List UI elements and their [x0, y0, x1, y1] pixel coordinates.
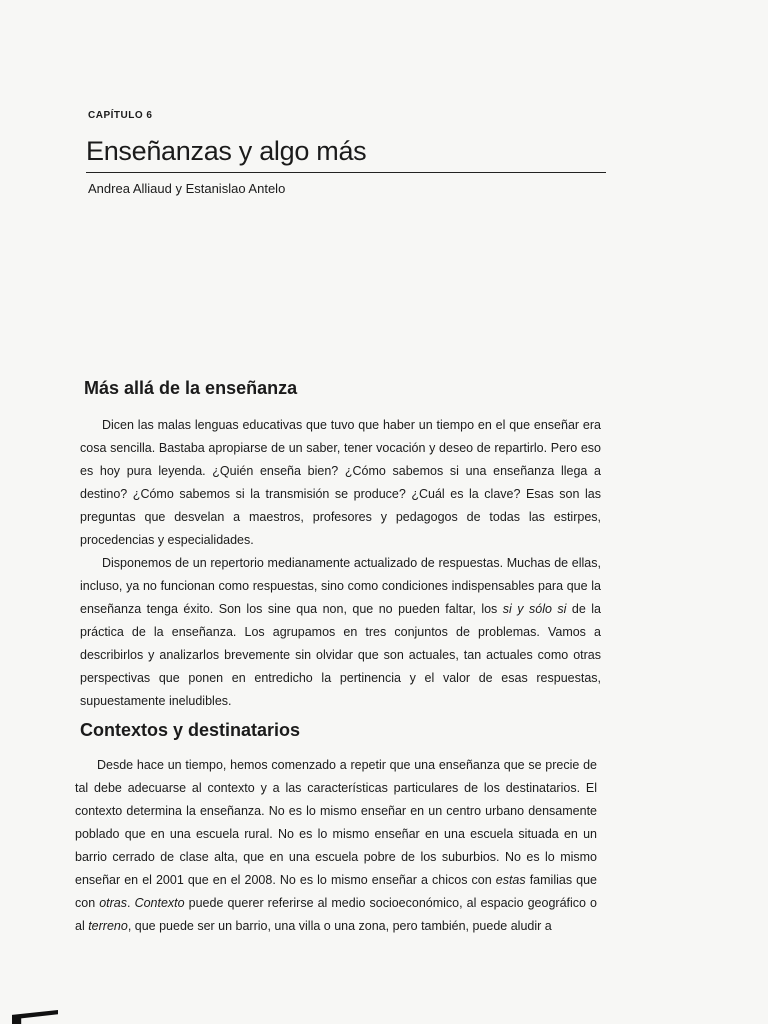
paragraph-text: Disponemos de un repertorio medianamente actualizado de respuestas. Muchas de ellas, incluso, ya no funcionan como respuestas, sino como condiciones indispensables para que la enseñanza tenga éxito. Son los sine qua non, que no pueden faltar, los: [80, 556, 601, 616]
scan-corner-mark: [12, 1010, 58, 1024]
paragraph-text: Dicen las malas lenguas educativas que tuvo que haber un tiempo en el que enseñar era cosa sencilla. Bastaba apropiarse de un saber, tener vocación y deseo de repartirlo. Pero eso es hoy pura leyenda. ¿Quién enseña bien? ¿Cómo sabemos si una enseñanza llega a destino? ¿Cómo sabemos si la transmisión se produce? ¿Cuál es la clave? Esas son las preguntas que desvelan a maestros, profesores y pedagogos de todas las estirpes, procedencias y especialidades.: [80, 418, 601, 547]
paragraph-text: de la práctica de la enseñanza. Los agrupamos en tres conjuntos de problemas. Vamos a describirlos y analizarlos brevemente sin olvidar que son actuales, tan actuales como otras perspectivas que ponen en entredicho la pertinencia y el valor de esas respuestas, supuestamente ineludibles.: [80, 602, 602, 708]
chapter-label: CAPÍTULO 6: [88, 110, 153, 121]
section-heading-mas-alla: Más allá de la enseñanza: [84, 378, 298, 398]
paragraph: [80, 414, 601, 552]
paragraph: [80, 552, 601, 713]
italic-text: Contexto: [134, 896, 185, 910]
paragraph: [75, 754, 597, 938]
chapter-authors: Andrea Alliaud y Estanislao Antelo: [88, 181, 286, 196]
paragraph-text: puede querer referirse al medio socioeconómico, al espacio geográfico o al: [75, 896, 597, 933]
italic-text: terreno: [88, 919, 128, 933]
section-heading-contextos: Contextos y destinatarios: [80, 720, 301, 740]
italic-text: estas: [495, 873, 526, 887]
chapter-title: Enseñanzas y algo más: [86, 136, 367, 166]
paragraph-text: Desde hace un tiempo, hemos comenzado a repetir que una enseñanza que se precie de tal debe adecuarse al contexto y a las características particulares de los destinatarios. El contexto determina la enseñanza. No es lo mismo enseñar en un centro urbano densamente poblado que en una escuela rural. No es lo mismo enseñar en una escuela situada en un barrio cerrado de clase alta, que en una escuela pobre de los suburbios. No es lo mismo enseñar en el 2001 que en el 2008. No es lo mismo enseñar a chicos con: [75, 758, 597, 887]
paragraph-text: .: [127, 896, 135, 910]
paragraph-text: familias que con: [75, 873, 597, 910]
section-body-contextos: [75, 754, 597, 938]
italic-text: si y sólo si: [502, 602, 567, 616]
italic-text: otras: [99, 896, 128, 910]
title-rule: [86, 172, 606, 173]
section-body-mas-alla: [80, 414, 601, 713]
paragraph-text: , que puede ser un barrio, una villa o una zona, pero también, puede aludir a: [127, 919, 552, 933]
